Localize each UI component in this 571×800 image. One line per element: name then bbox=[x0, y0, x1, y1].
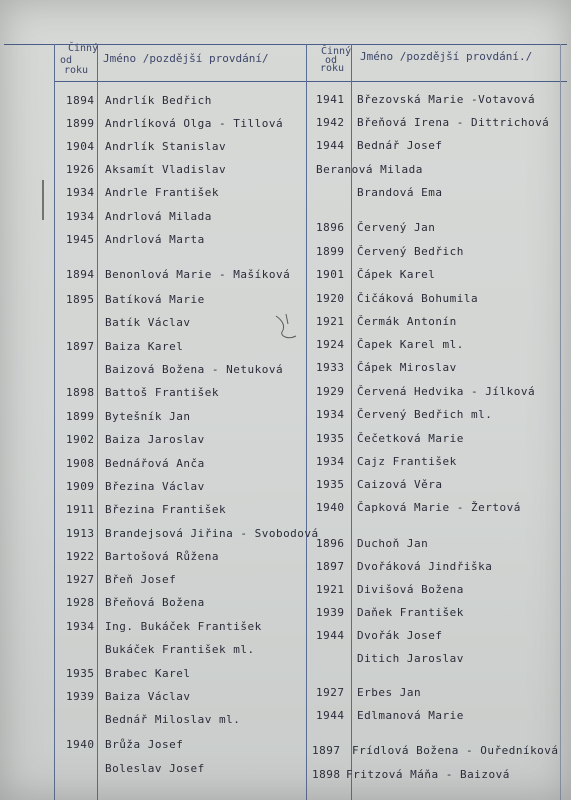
left-row-year: 1940 bbox=[66, 738, 95, 751]
left-year-header-line-2: od bbox=[60, 55, 73, 66]
right-row-name: Edlmanová Marie bbox=[357, 709, 464, 722]
right-row-name: Divišová Božena bbox=[357, 583, 464, 596]
left-row-name: Andrlová Milada bbox=[105, 210, 212, 223]
left-row-name: Andrlíková Olga - Tillová bbox=[105, 117, 284, 130]
left-row-name: Brandejsová Jiřina - Svobodová bbox=[105, 527, 319, 540]
left-row-name: Bartošová Růžena bbox=[105, 550, 219, 563]
right-row-year: 1944 bbox=[316, 139, 345, 152]
center-divider-rule bbox=[306, 44, 307, 800]
right-row-year: 1897 bbox=[316, 560, 345, 573]
left-row-name: Batíková Marie bbox=[105, 293, 205, 306]
left-row-name: Bytešník Jan bbox=[105, 410, 191, 423]
right-row-name: Caizová Věra bbox=[357, 478, 443, 491]
right-year-header-line-2: od bbox=[325, 55, 338, 66]
right-row-year: 1921 bbox=[316, 583, 345, 596]
header-bottom-rule bbox=[54, 81, 567, 82]
right-row-year: 1934 bbox=[316, 408, 345, 421]
left-row-name: Brabec Karel bbox=[105, 667, 191, 680]
left-row-year: 1934 bbox=[66, 186, 95, 199]
right-row-name: Duchoň Jan bbox=[357, 537, 429, 550]
left-name-column-rule bbox=[97, 44, 98, 800]
left-row-name: Břeň Josef bbox=[105, 573, 177, 586]
right-row-name: Červená Hedvika - Jílková bbox=[357, 385, 536, 398]
right-row-name: Daňek František bbox=[357, 606, 464, 619]
left-row-year: 1934 bbox=[66, 620, 95, 633]
left-row-name: Ing. Bukáček František bbox=[105, 620, 262, 633]
right-row-name: Frídlová Božena - Ouředníková bbox=[352, 744, 559, 757]
right-row-year: 1940 bbox=[316, 501, 345, 514]
right-row-year: 1941 bbox=[316, 93, 345, 106]
right-edge-rule bbox=[560, 44, 561, 800]
right-row-name: Brandová Ema bbox=[357, 186, 443, 199]
left-row-year: 1908 bbox=[66, 457, 95, 470]
right-row-name: Červený Bedřich ml. bbox=[357, 408, 493, 421]
right-row-name: Čapková Marie - Žertová bbox=[357, 501, 521, 514]
left-row-name: Andrlík Bedřich bbox=[105, 94, 212, 107]
left-row-year: 1894 bbox=[66, 268, 95, 281]
left-row-name: Baiza Karel bbox=[105, 340, 184, 353]
left-row-name: Andrlová Marta bbox=[105, 233, 205, 246]
right-row-name: Čápek Karel bbox=[357, 268, 436, 281]
right-row-name: Červený Jan bbox=[357, 221, 436, 234]
right-row-year: 1924 bbox=[316, 338, 345, 351]
right-row-year: 1927 bbox=[316, 686, 345, 699]
left-row-year: 1902 bbox=[66, 433, 95, 446]
left-row-year: 1922 bbox=[66, 550, 95, 563]
right-row-year: 1896 bbox=[316, 221, 345, 234]
right-row-name: Březovská Marie -Votavová bbox=[357, 93, 536, 106]
left-row-year: 1926 bbox=[66, 163, 95, 176]
left-row-year: 1939 bbox=[66, 690, 95, 703]
right-row-year: 1920 bbox=[316, 292, 345, 305]
right-row-year: 1899 bbox=[316, 245, 345, 258]
left-row-name: Batík Václav bbox=[105, 316, 191, 329]
right-row-name: Fritzová Máňa - Baizová bbox=[346, 768, 510, 781]
left-row-name: Andrlík Stanislav bbox=[105, 140, 227, 153]
left-row-name: Břeňová Božena bbox=[105, 596, 205, 609]
right-row-name: Cajz František bbox=[357, 455, 457, 468]
right-row-year: 1929 bbox=[316, 385, 345, 398]
right-row-name: Čápek Miroslav bbox=[357, 361, 457, 374]
left-row-name: Březina František bbox=[105, 503, 227, 516]
left-row-name: Benonlová Marie - Mašíková bbox=[105, 268, 291, 281]
right-row-year: 1935 bbox=[316, 432, 345, 445]
left-row-year: 1927 bbox=[66, 573, 95, 586]
left-row-name: Baizová Božena - Netuková bbox=[105, 363, 284, 376]
right-row-name: Čičáková Bohumila bbox=[357, 292, 479, 305]
left-row-year: 1935 bbox=[66, 667, 95, 680]
left-year-column-rule bbox=[54, 44, 55, 800]
left-row-year: 1898 bbox=[66, 386, 95, 399]
left-row-year: 1934 bbox=[66, 210, 95, 223]
right-name-column-rule bbox=[351, 44, 352, 800]
right-row-year: 1935 bbox=[316, 478, 345, 491]
left-row-name: Březina Václav bbox=[105, 480, 205, 493]
left-row-name: Bukáček František ml. bbox=[105, 643, 255, 656]
left-row-name: Battoš František bbox=[105, 386, 219, 399]
right-row-name: Dvořáková Jindřiška bbox=[357, 560, 493, 573]
left-row-year: 1904 bbox=[66, 140, 95, 153]
right-row-year: 1942 bbox=[316, 116, 345, 129]
right-year-header-line-1: Činný bbox=[321, 46, 352, 57]
right-row-name: Beranová Milada bbox=[316, 163, 423, 176]
left-row-name: Bednářová Anča bbox=[105, 457, 205, 470]
right-row-year: 1897 bbox=[312, 744, 341, 757]
left-name-header: Jméno /pozdější provdání/ bbox=[103, 52, 269, 65]
left-row-year: 1913 bbox=[66, 527, 95, 540]
right-year-header-line-3: roku bbox=[320, 63, 345, 74]
right-row-year: 1921 bbox=[316, 315, 345, 328]
left-row-year: 1909 bbox=[66, 480, 95, 493]
left-year-header-line-1: Činný bbox=[68, 43, 99, 54]
right-name-header: Jméno /pozdější provdání./ bbox=[360, 50, 533, 63]
right-row-year: 1896 bbox=[316, 537, 345, 550]
pencil-margin-mark bbox=[42, 180, 44, 220]
right-row-year: 1939 bbox=[316, 606, 345, 619]
right-row-year: 1944 bbox=[316, 629, 345, 642]
left-row-name: Boleslav Josef bbox=[105, 762, 205, 775]
right-row-name: Červený Bedřich bbox=[357, 245, 464, 258]
right-row-year: 1898 bbox=[312, 768, 341, 781]
left-row-name: Andrle František bbox=[105, 186, 219, 199]
right-row-name: Čermák Antonín bbox=[357, 315, 457, 328]
left-row-year: 1899 bbox=[66, 117, 95, 130]
left-row-year: 1945 bbox=[66, 233, 95, 246]
left-row-year: 1897 bbox=[66, 340, 95, 353]
left-row-year: 1911 bbox=[66, 503, 95, 516]
left-row-year: 1895 bbox=[66, 293, 95, 306]
left-row-name: Brůža Josef bbox=[105, 738, 184, 751]
right-row-name: Břeňová Irena - Dittrichová bbox=[357, 116, 550, 129]
right-row-name: Čapek Karel ml. bbox=[357, 338, 464, 351]
left-row-name: Aksamít Vladislav bbox=[105, 163, 227, 176]
right-row-name: Čečetková Marie bbox=[357, 432, 464, 445]
left-row-name: Baiza Václav bbox=[105, 690, 191, 703]
left-row-year: 1899 bbox=[66, 410, 95, 423]
right-row-year: 1933 bbox=[316, 361, 345, 374]
right-row-year: 1934 bbox=[316, 455, 345, 468]
left-row-year: 1928 bbox=[66, 596, 95, 609]
left-row-name: Baiza Jaroslav bbox=[105, 433, 205, 446]
left-row-year: 1894 bbox=[66, 94, 95, 107]
left-year-header-line-3: roku bbox=[64, 65, 89, 76]
right-row-name: Ditich Jaroslav bbox=[357, 652, 464, 665]
right-row-name: Erbes Jan bbox=[357, 686, 422, 699]
pencil-squiggle-mark bbox=[272, 310, 300, 344]
right-row-year: 1944 bbox=[316, 709, 345, 722]
right-row-name: Bednář Josef bbox=[357, 139, 443, 152]
right-row-name: Dvořák Josef bbox=[357, 629, 443, 642]
right-row-year: 1901 bbox=[316, 268, 345, 281]
left-row-name: Bednář Miloslav ml. bbox=[105, 713, 241, 726]
